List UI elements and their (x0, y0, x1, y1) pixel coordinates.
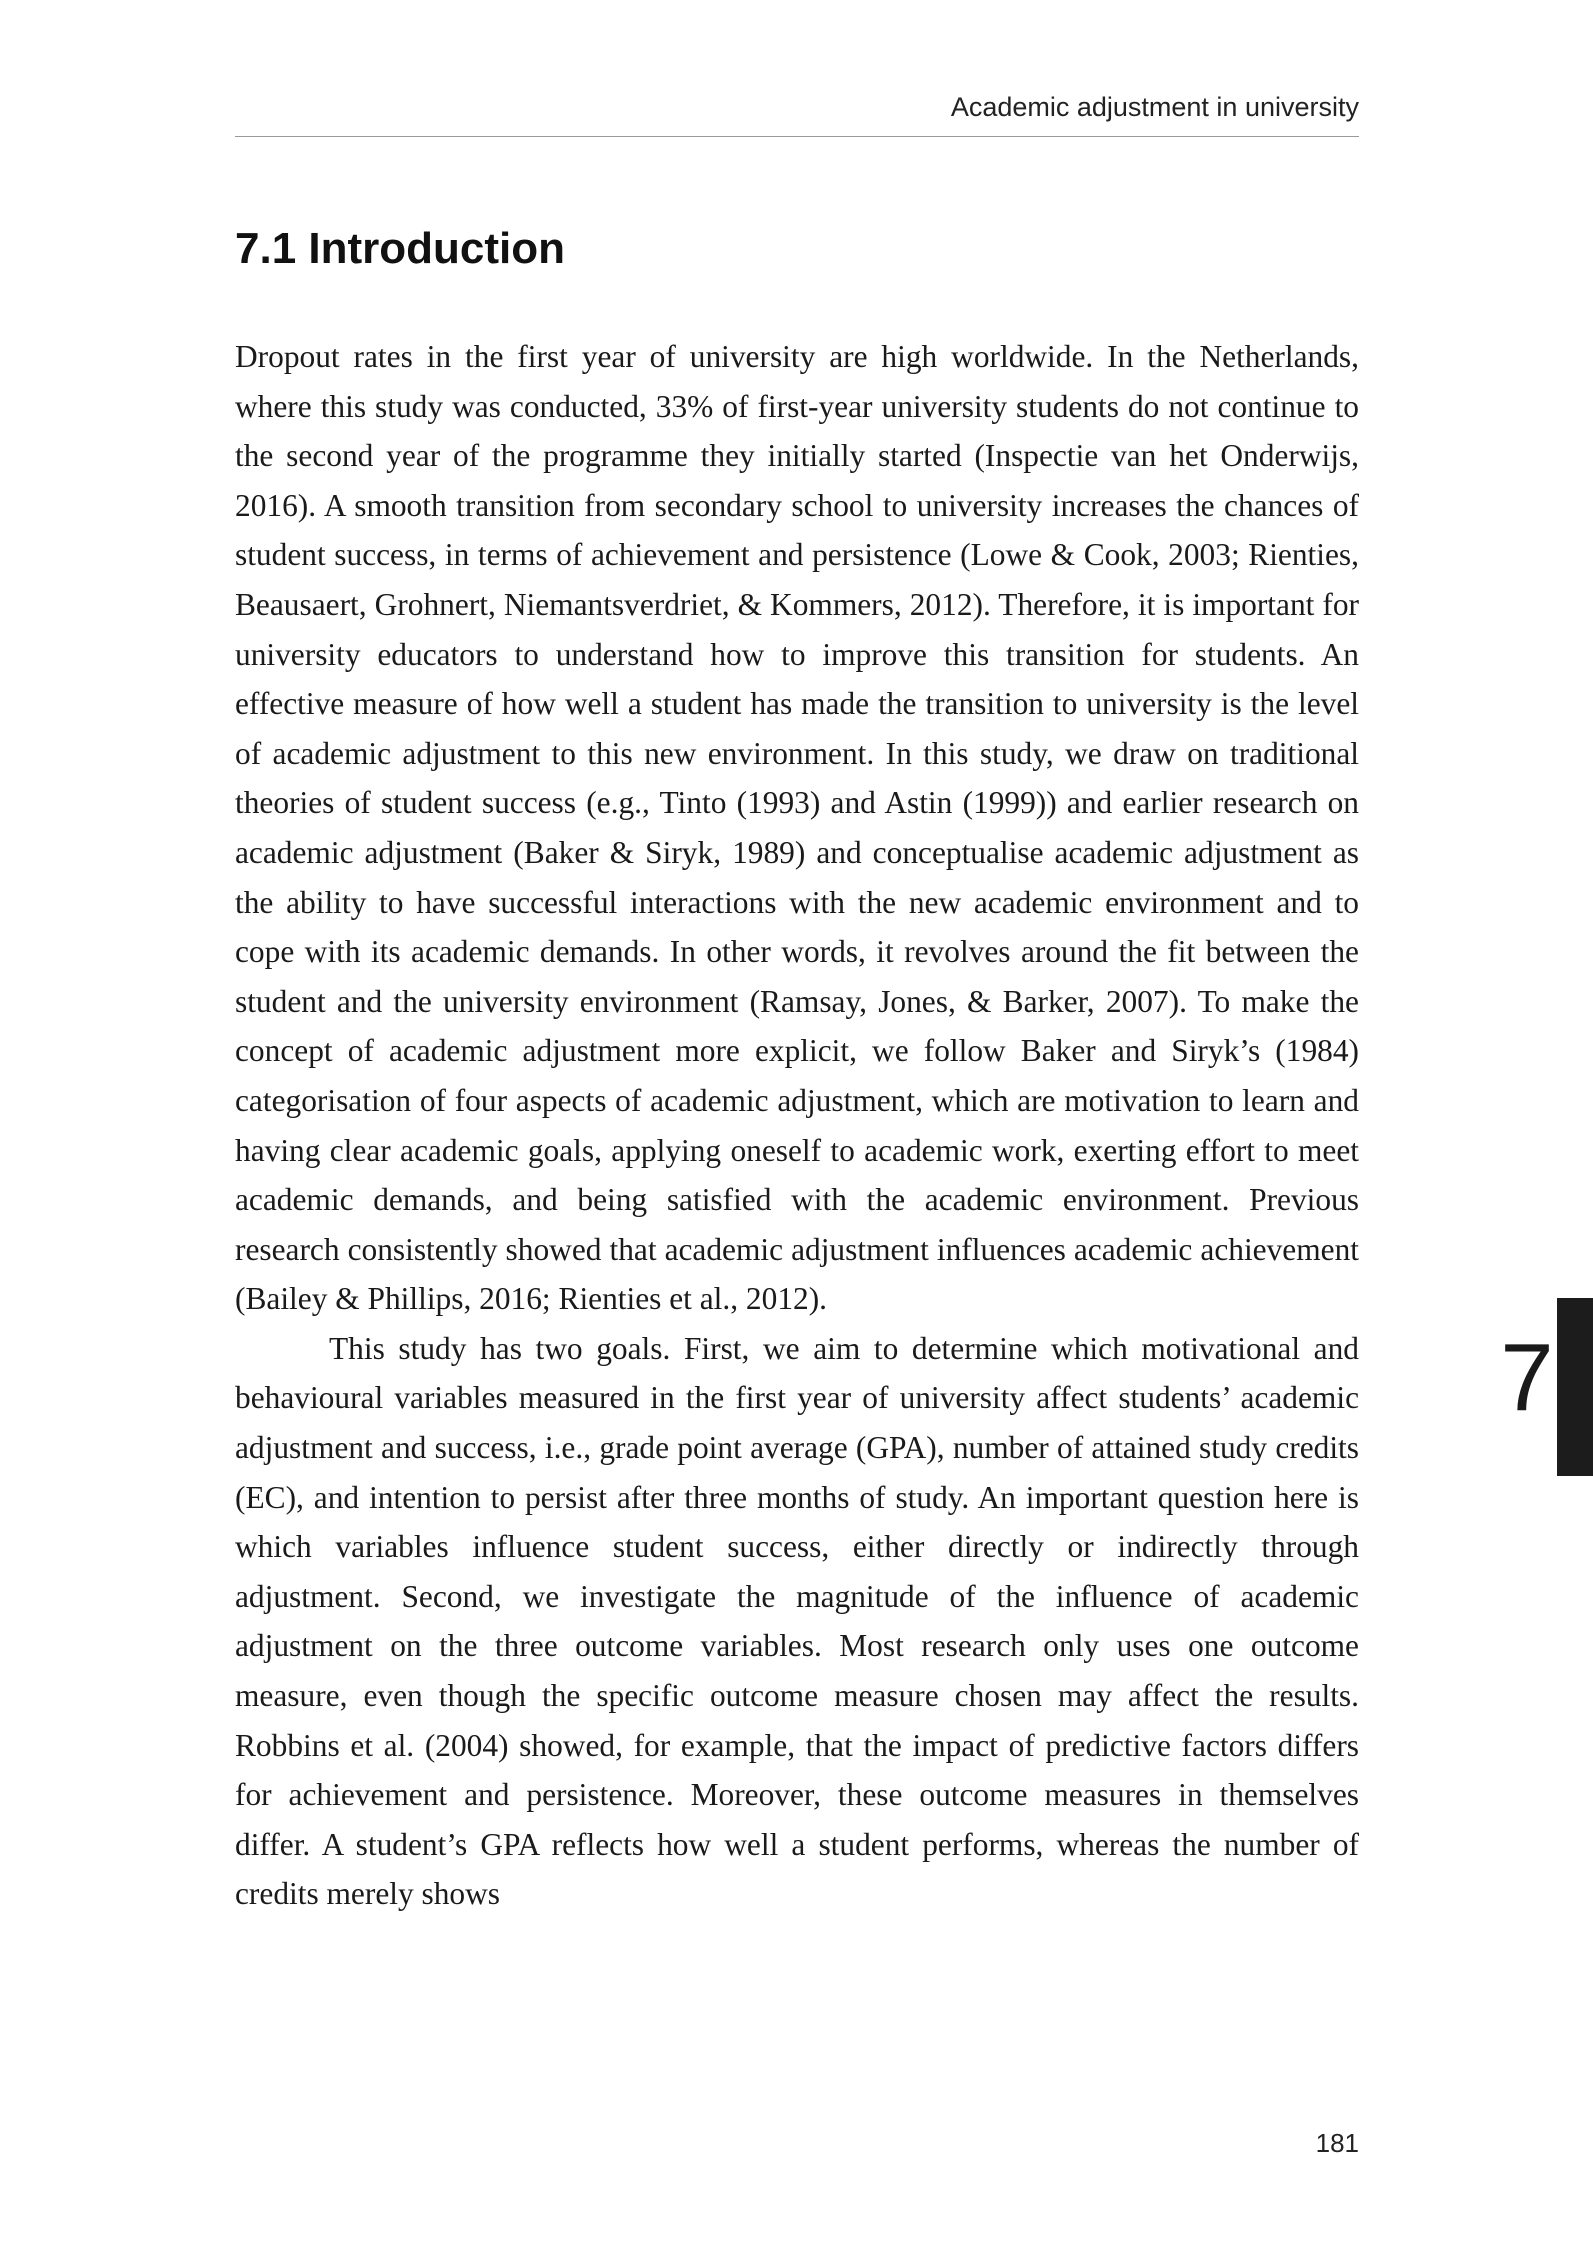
running-header: Academic adjustment in university (950, 92, 1359, 122)
chapter-number: 7 (1500, 1324, 1554, 1431)
paragraph-1: Dropout rates in the first year of university are high worldwide. In the Netherlands, where this study was conducted, 33% of first-year university students do not continue to the second year of the programme they initially started (Inspectie van het Onderwijs, 2016). A smooth transition from secondary school to university increases the chances of student success, in terms of achievement and persistence (Lowe & Cook, 2003; Rienties, Beausaert, Grohnert, Niemantsverdriet, & Kommers, 2012). Therefore, it is important for university educators to understand how to improve this transition for students. An effective measure of how well a student has made the transition to university is the level of academic adjustment to this new environment. In this study, we draw on traditional theories of student success (e.g., Tinto (1993) and Astin (1999)) and earlier research on academic adjustment (Baker & Siryk, 1989) and conceptualise academic adjustment as the ability to have successful interactions with the new academic environment and to cope with its academic demands. In other words, it revolves around the fit between the student and the university environment (Ramsay, Jones, & Barker, 2007). To make the concept of academic adjustment more explicit, we follow Baker and Siryk’s (1984) categorisation of four aspects of academic adjustment, which are motivation to learn and having clear academic goals, applying oneself to academic work, exerting effort to meet academic demands, and being satisfied with the academic environment. Previous research consistently showed that academic adjustment influences academic achievement (Bailey & Phillips, 2016; Rienties et al., 2012). (235, 339, 1359, 1317)
paragraph-2: This study has two goals. First, we aim to determine which motivational and behavioural variables measured in the first year of university affect students’ academic adjustment and success, i.e., grade point average (GPA), number of attained study credits (EC), and intention to persist after three months of study. An important question here is which variables influence student success, either directly or indirectly through adjustment. Second, we investigate the magnitude of the influence of academic adjustment on the three outcome variables. Most research only uses one outcome measure, even though the specific outcome measure chosen may affect the results. Robbins et al. (2004) showed, for example, that the impact of predictive factors differs for achievement and persistence. Moreover, these outcome measures in themselves differ. A student’s GPA reflects how well a student performs, whereas the number of credits merely shows (235, 1330, 1359, 1912)
section-title: 7.1 Introduction (235, 224, 565, 273)
body-text (235, 332, 1359, 1919)
chapter-thumb-tab (1557, 1298, 1593, 1476)
page-number: 181 (1315, 2128, 1359, 2158)
header-rule (235, 136, 1359, 137)
